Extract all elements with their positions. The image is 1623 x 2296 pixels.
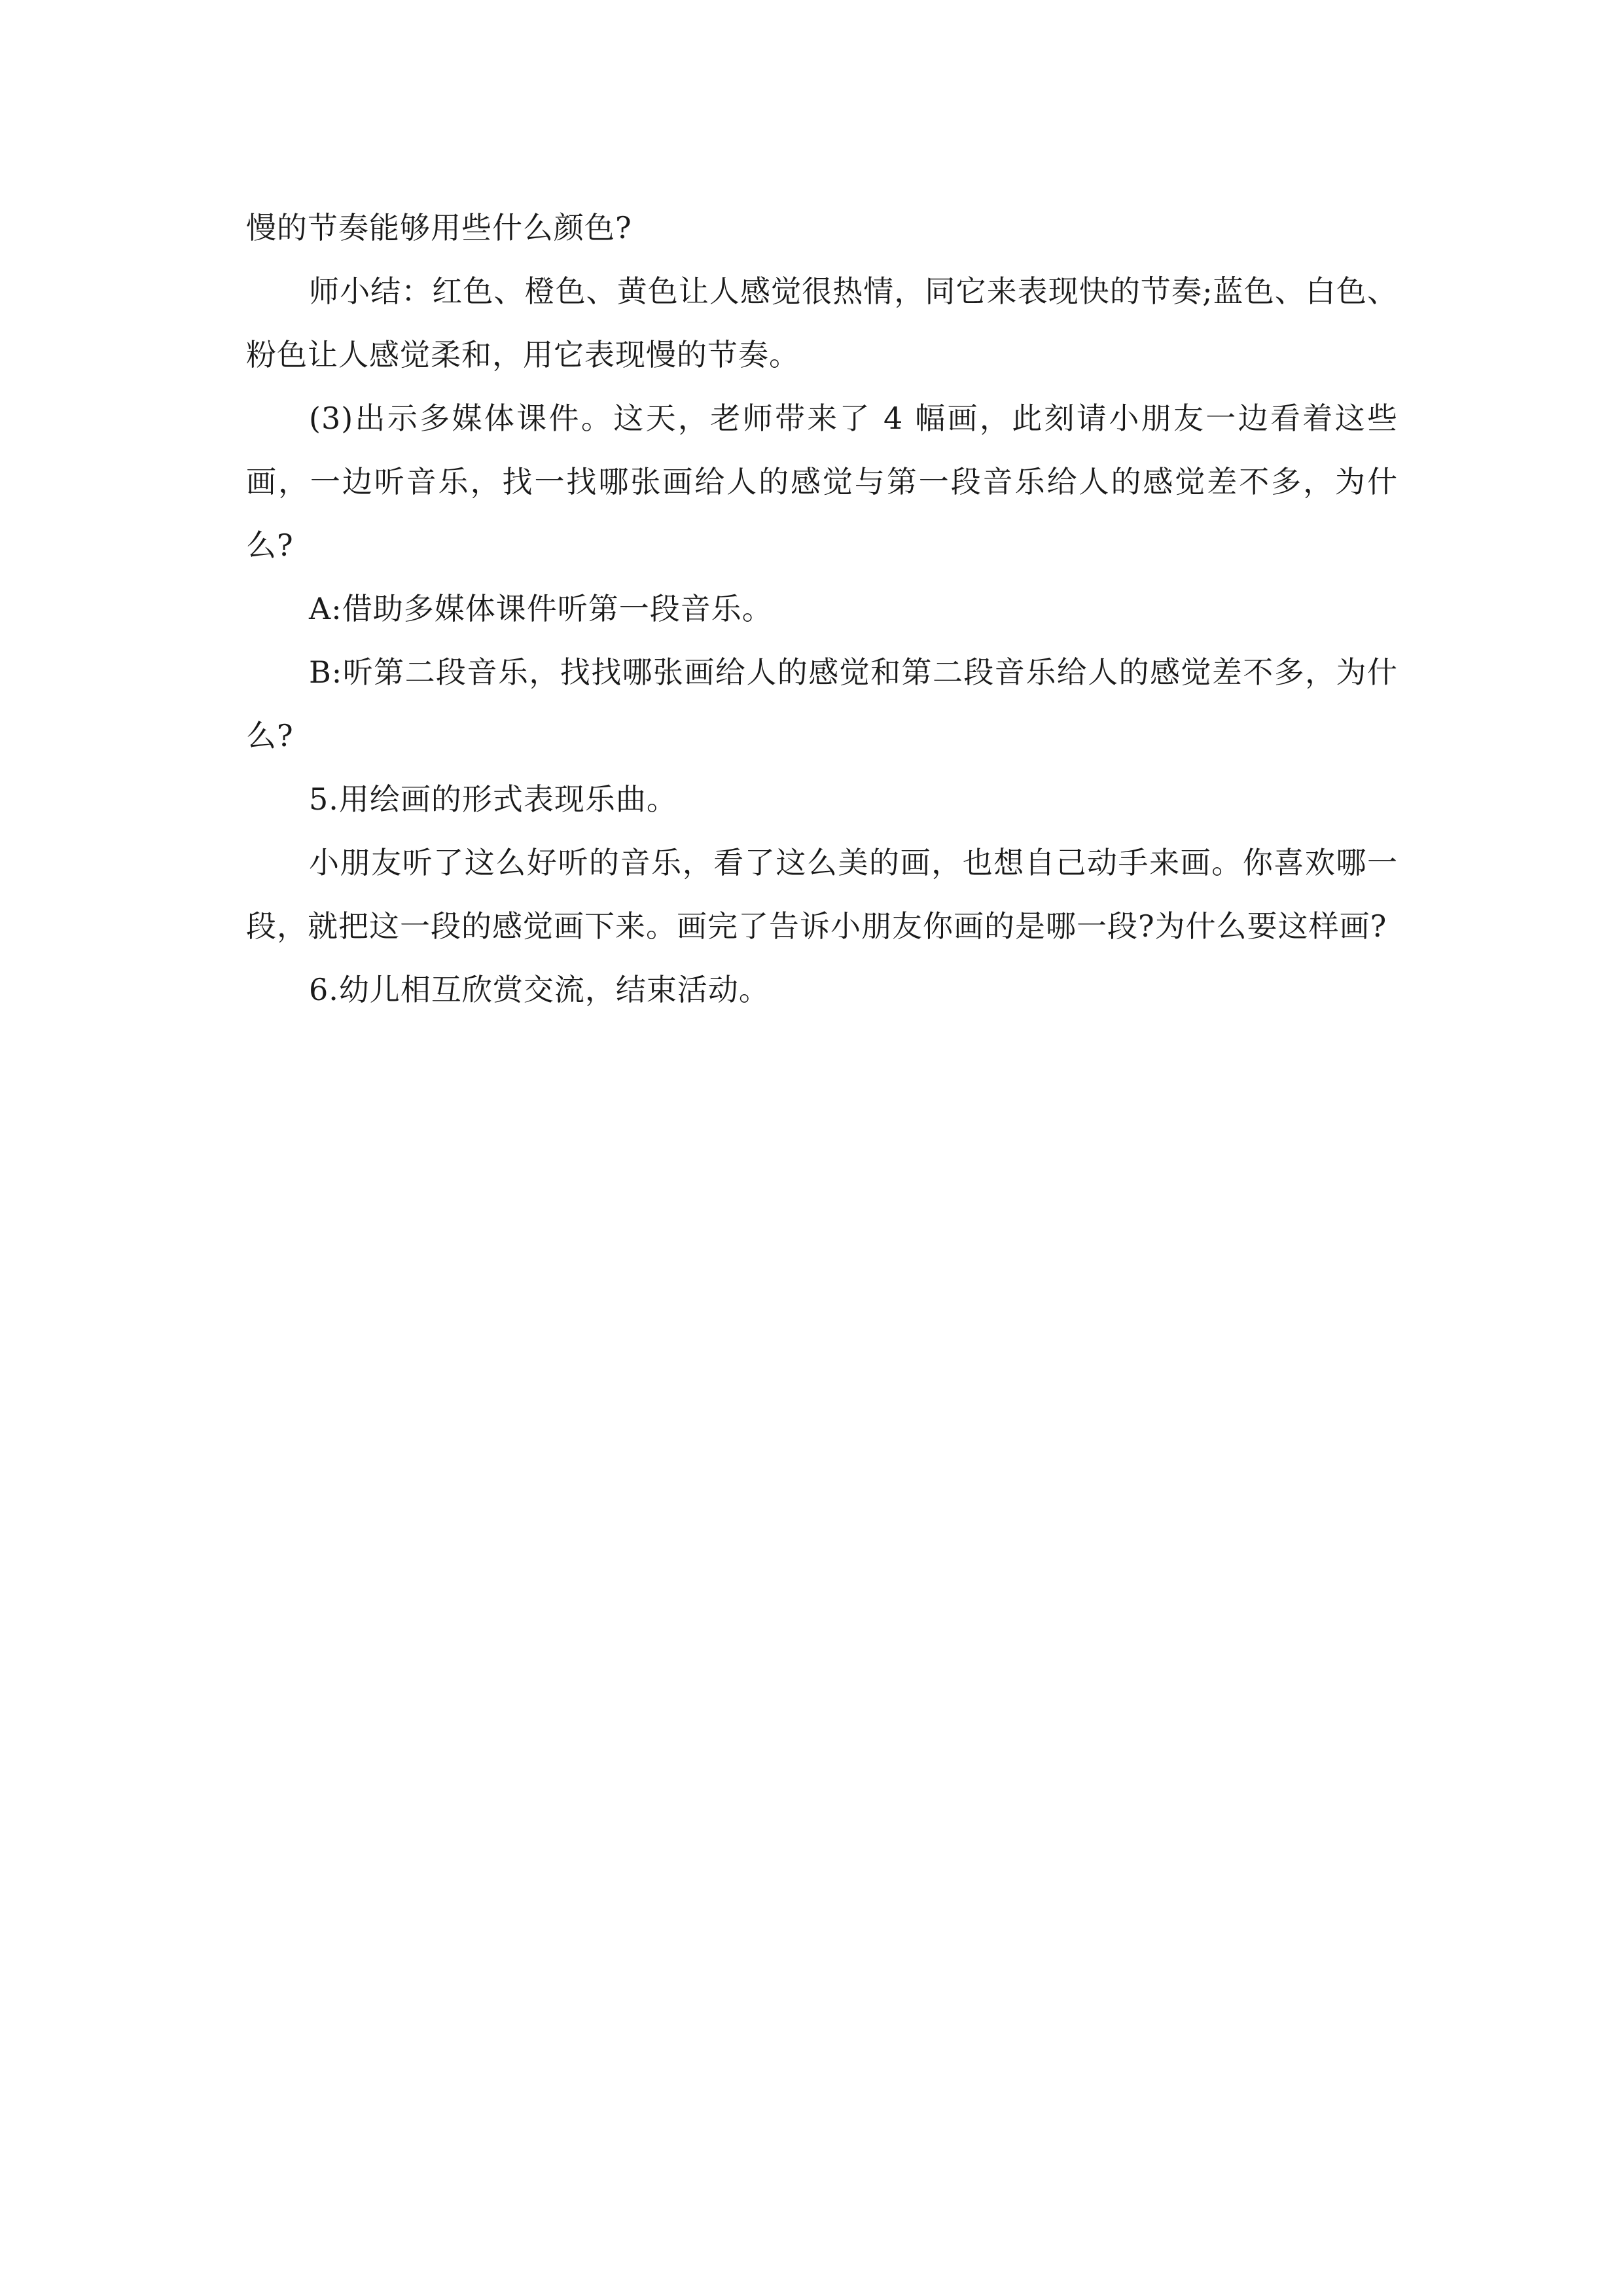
paragraph-step-b: B:听第二段音乐，找找哪张画给人的感觉和第二段音乐给人的感觉差不多，为什么?: [246, 655, 1398, 753]
document-body: [246, 196, 1398, 1022]
paragraph-step-5: 5.用绘画的形式表现乐曲。: [309, 781, 677, 817]
paragraph-step-6: 6.幼儿相互欣赏交流，结束活动。: [309, 972, 770, 1007]
paragraph-continuation: 慢的节奏能够用些什么颜色?: [246, 210, 632, 245]
paragraph-teacher-summary: 师小结：红色、橙色、黄色让人感觉很热情，同它来表现快的节奏;蓝色、白色、粉色让人感觉柔和，用它表现慢的节奏。: [246, 274, 1398, 372]
paragraph-step-a: A:借助多媒体课件听第一段音乐。: [309, 591, 773, 626]
paragraph-step-3: (3)出示多媒体课件。这天，老师带来了 4 幅画，此刻请小朋友一边看着这些画，一边听音乐，找一找哪张画给人的感觉与第一段音乐给人的感觉差不多，为什么?: [246, 401, 1398, 563]
paragraph-drawing-activity: 小朋友听了这么好听的音乐，看了这么美的画，也想自己动手来画。你喜欢哪一段，就把这一段的感觉画下来。画完了告诉小朋友你画的是哪一段?为什么要这样画?: [246, 845, 1398, 944]
